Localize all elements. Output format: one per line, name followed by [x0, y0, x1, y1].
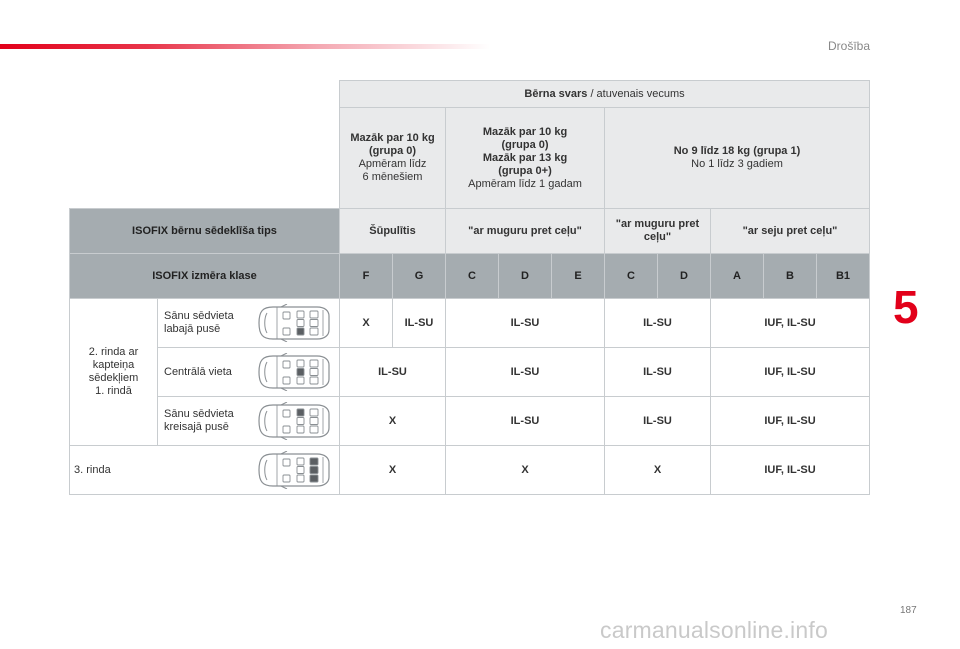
cell: IUF, IL-SU — [711, 446, 870, 495]
size-class: C — [605, 254, 658, 299]
seat-position-cell — [158, 397, 340, 446]
chapter-number: 5 — [893, 281, 919, 333]
cell: X — [340, 397, 446, 446]
group-header-1: No 9 līdz 18 kg (grupa 1) No 1 līdz 3 gadiem — [605, 108, 870, 209]
empty-corner — [70, 81, 340, 108]
cell: IUF, IL-SU — [711, 348, 870, 397]
car-seat-center-icon — [253, 353, 333, 391]
top-accent-bar — [0, 44, 490, 49]
cell: IL-SU — [393, 299, 446, 348]
isofix-type-label: ISOFIX bērnu sēdeklīša tips — [70, 209, 340, 254]
car-seat-left-icon — [253, 402, 333, 440]
size-class: D — [658, 254, 711, 299]
seat-label: Sānu sēdvieta — [164, 408, 234, 420]
cell: X — [340, 446, 446, 495]
page-number: 187 — [900, 605, 917, 616]
type-forward-facing: "ar seju pret ceļu" — [711, 209, 870, 254]
section-title: Drošība — [828, 39, 871, 53]
type-rear-facing-2: "ar muguru pret ceļu" — [605, 209, 711, 254]
row2-label: 2. rinda ar kapteiņa sēdekļiem 1. rindā — [70, 299, 158, 446]
cell: IL-SU — [605, 348, 711, 397]
empty-corner — [70, 108, 340, 209]
isofix-size-label: ISOFIX izmēra klase — [70, 254, 340, 299]
cell: IUF, IL-SU — [711, 299, 870, 348]
seat-label: kreisajā pusē — [164, 421, 229, 433]
size-class: B — [764, 254, 817, 299]
size-class: B1 — [817, 254, 870, 299]
seat-position-cell — [158, 299, 340, 348]
cell: IL-SU — [446, 299, 605, 348]
cell: IL-SU — [446, 348, 605, 397]
weight-header: Bērna svars / atuvenais vecums — [340, 81, 870, 108]
row3-label: 3. rinda — [74, 463, 111, 476]
group-header-0plus: Mazāk par 10 kg (grupa 0) Mazāk par 13 kg (grupa 0+) Apmēram līdz 1 gadam — [446, 108, 605, 209]
group-header-0: Mazāk par 10 kg (grupa 0) Apmēram līdz 6 mēnešiem — [340, 108, 446, 209]
watermark: carmanualsonline.info — [600, 617, 828, 643]
cell: IL-SU — [340, 348, 446, 397]
size-class: C — [446, 254, 499, 299]
size-class: D — [499, 254, 552, 299]
isofix-table — [69, 80, 870, 495]
cell: IL-SU — [605, 397, 711, 446]
seat-position-cell — [158, 348, 340, 397]
type-rear-facing: "ar muguru pret ceļu" — [446, 209, 605, 254]
row3-cell — [70, 446, 340, 495]
seat-label: Centrālā vieta — [164, 365, 232, 378]
size-class: F — [340, 254, 393, 299]
cell: IL-SU — [605, 299, 711, 348]
car-seat-right-icon — [253, 304, 333, 342]
cell: IUF, IL-SU — [711, 397, 870, 446]
car-seat-row3-icon — [253, 451, 333, 489]
cell: X — [340, 299, 393, 348]
cell: X — [446, 446, 605, 495]
seat-label: Sānu sēdvieta — [164, 310, 234, 322]
size-class: E — [552, 254, 605, 299]
size-class: G — [393, 254, 446, 299]
cell: IL-SU — [446, 397, 605, 446]
cell: X — [605, 446, 711, 495]
type-cradle: Šūpulītis — [340, 209, 446, 254]
seat-label: labajā pusē — [164, 323, 221, 335]
size-class: A — [711, 254, 764, 299]
